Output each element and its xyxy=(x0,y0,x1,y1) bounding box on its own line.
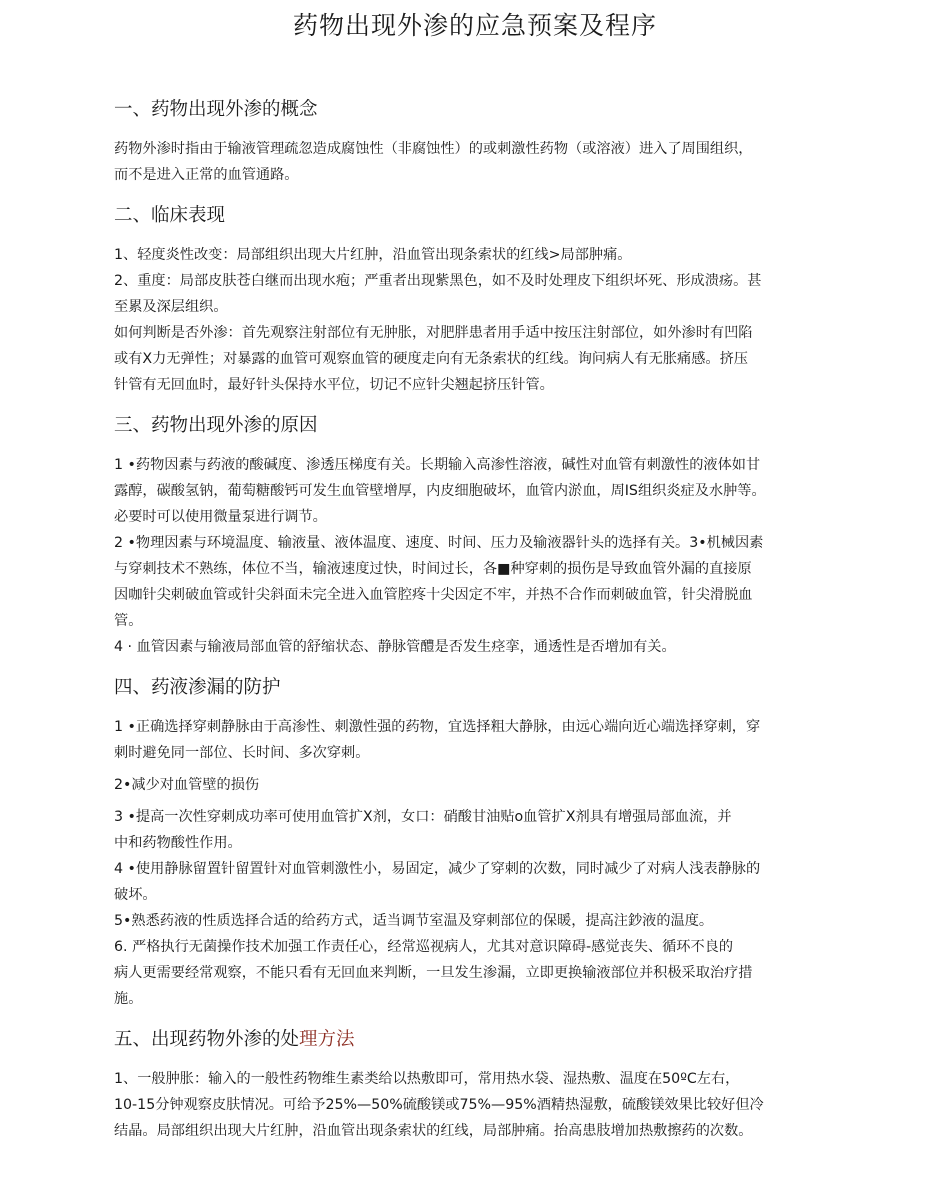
paragraph-line: 必要时可以使用微量泵进行调节。 xyxy=(114,509,327,525)
paragraph-line: 或有X力无弹性；对暴露的血管可观察血管的硬度走向有无条索状的红线。询问病人有无胀痛感。挤压 xyxy=(114,351,748,367)
paragraph-line: 1、轻度炎性改变：局部组织出现大片红肿，沿血管出现条索状的红线>局部肿痛。 xyxy=(114,247,632,263)
section-heading-plain: 五、出现药物外渗的处 xyxy=(114,1029,300,1050)
paragraph-line: 针管有无回血时，最好针头保持水平位，切记不应针尖翘起挤压针管。 xyxy=(114,377,554,393)
document-title: 药物出现外渗的应急预案及程序 xyxy=(292,11,657,40)
paragraph-line: 中和药物酸性作用。 xyxy=(114,835,242,851)
section-heading: 二、临床表现 xyxy=(114,205,226,226)
paragraph-line: 6. 严格执行无菌操作技术加强工作责任心，经常巡视病人，尤其对意识障碍-感觉丧失、循环不良的 xyxy=(114,939,734,955)
paragraph-line: 5•熟悉药液的性质选择合适的给药方式，适当调节室温及穿刺部位的保暖，提高注鈔液的温度。 xyxy=(114,913,714,929)
section-treatment xyxy=(114,1026,844,1144)
paragraph-line: 3 •提高一次性穿刺成功率可使用血管扩X剂，女口：硝酸甘油贴o血管扩X剂具有增强局部血流，并 xyxy=(114,809,732,825)
section-clinical xyxy=(114,202,844,398)
section-heading: 三、药物出现外渗的原因 xyxy=(114,415,318,436)
section-causes xyxy=(114,412,844,660)
paragraph-line: 2•减少对血管壁的损伤 xyxy=(114,777,260,793)
paragraph-line: 结晶。局部组织出现大片红肿，沿血管出现条索状的红线，局部肿痛。抬高患肢增加热敷擦药的次数。 xyxy=(114,1123,753,1139)
paragraph-line: 至累及深层组织。 xyxy=(114,299,228,315)
paragraph-line: 4 · 血管因素与输液局部血管的舒缩状态、静脉管醴是否发生痉挛，通透性是否增加有关。 xyxy=(114,639,676,655)
document-body xyxy=(114,96,844,1158)
paragraph-line: 施。 xyxy=(114,991,143,1007)
section-heading: 一、药物出现外渗的概念 xyxy=(114,99,318,120)
paragraph-line: 10-15分钟观察皮肤情况。可给予25%—50%硫酸镁或75%—95%酒精热湿敷，硫酸镁效果比较好但冷 xyxy=(114,1097,764,1113)
paragraph-line: 刺时避免同一部位、长时间、多次穿刺。 xyxy=(114,745,370,761)
section-heading xyxy=(114,1026,844,1054)
paragraph-line: 2 •物理因素与环境温度、输液量、液体温度、速度、时间、压力及输液器针头的选择有关。3•机械因素 xyxy=(114,535,764,551)
section-concept xyxy=(114,96,844,188)
paragraph-line: 因咖针尖刺破血管或针尖斜面未完全进入血管腔疼十尖因定不牢，并热不合作而刺破血管，针尖滑脱血 xyxy=(114,587,753,603)
paragraph-line: 破坏。 xyxy=(114,887,157,903)
paragraph-line: 如何判断是否外渗：首先观察注射部位有无肿胀，对肥胖患者用手适中按压注射部位，如外渗时有凹陷 xyxy=(114,325,753,341)
paragraph-line: 1 •正确选择穿刺静脉由于高渗性、刺激性强的药物，宜选择粗大静脉，由远心端向近心端选择穿刺，穿 xyxy=(114,719,761,735)
paragraph-line: 1、一般肿胀：输入的一般性药物维生素类给以热敷即可，常用热水袋、湿热敷、温度在50ºC左右， xyxy=(114,1071,740,1087)
paragraph-line: 露醇，碳酸氢钠，葡萄糖酸钙可发生血管壁增厚，内皮细胞破坏，血管内淤血，周IS组织炎症及水肿等。 xyxy=(114,483,766,499)
paragraph-line: 与穿刺技术不熟练，体位不当，输液速度过快，时间过长，各■种穿刺的损伤是导致血管外漏的直接原 xyxy=(114,561,752,577)
paragraph-line: 管。 xyxy=(114,613,143,629)
section-heading: 四、药液渗漏的防护 xyxy=(114,677,281,698)
paragraph-line: 4 •使用静脉留置针留置针对血管刺激性小，易固定，减少了穿刺的次数，同时减少了对病人浅表静脉的 xyxy=(114,861,761,877)
paragraph-line: 而不是进入正常的血管通路。 xyxy=(114,167,299,183)
section-prevention xyxy=(114,674,844,1012)
section-heading-accent: 理方法 xyxy=(299,1029,355,1050)
paragraph-line: 2、重度：局部皮肤苍白继而出现水疱；严重者出现紫黑色，如不及时处理皮下组织坏死、形成溃疡。甚 xyxy=(114,273,762,289)
paragraph-line: 病人更需要经常观察，不能只看有无回血来判断，一旦发生渗漏，立即更换输液部位并积极采取治疗措 xyxy=(114,965,753,981)
paragraph-line: 药物外渗时指由于输液管理疏忽造成腐蚀性（非腐蚀性）的或刺激性药物（或溶液）进入了周围组织， xyxy=(114,141,753,157)
paragraph-line: 1 •药物因素与药液的酸碱度、渗透压梯度有关。长期输入高渗性溶液，碱性对血管有刺激性的液体如甘 xyxy=(114,457,761,473)
